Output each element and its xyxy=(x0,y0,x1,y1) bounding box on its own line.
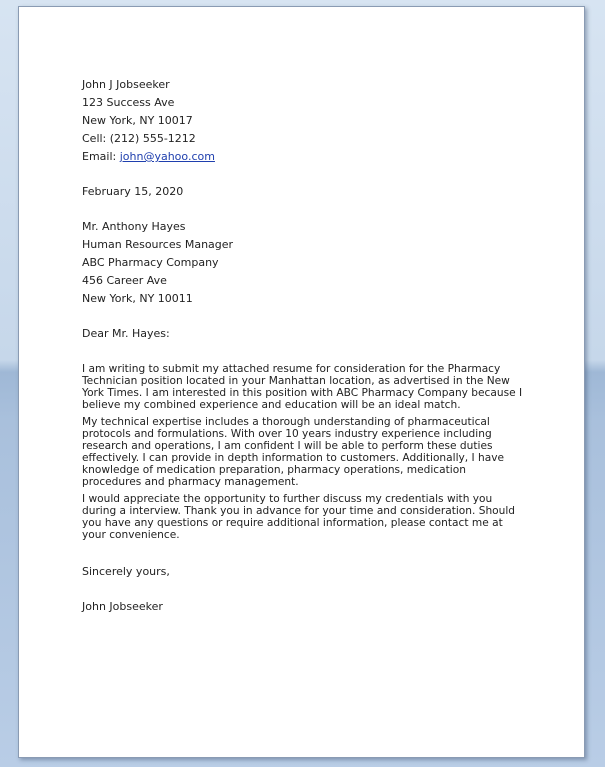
sender-street: 123 Success Ave xyxy=(82,96,175,109)
paragraph-closing: I would appreciate the opportunity to further discuss my credentials with you during a interview. Thank you in advance for your time and consideration. Should you have any questions or require additional information, please contact me at your convenience. xyxy=(82,493,516,541)
closing: Sincerely yours, xyxy=(82,565,170,578)
email-link[interactable]: john@yahoo.com xyxy=(119,150,215,163)
sender-email-line xyxy=(82,148,526,166)
letter-date: February 15, 2020 xyxy=(82,185,184,198)
salutation: Dear Mr. Hayes: xyxy=(82,327,170,340)
spacer xyxy=(82,201,526,218)
sender-cell: Cell: (212) 555-1212 xyxy=(82,132,196,145)
recipient-title: Human Resources Manager xyxy=(82,238,234,251)
recipient-name: Mr. Anthony Hayes xyxy=(82,220,186,233)
sender-name: John J Jobseeker xyxy=(82,78,170,91)
recipient-city: New York, NY 10011 xyxy=(82,292,193,305)
sender-city: New York, NY 10017 xyxy=(82,114,193,127)
recipient-company: ABC Pharmacy Company xyxy=(82,256,219,269)
paragraph-intro: I am writing to submit my attached resume for consideration for the Pharmacy Technician position located in your Manhattan location, as advertised in the New York Times. I am interested in this position with ABC Pharmacy Company because I believe my combined experience and education will be an ideal match. xyxy=(82,363,523,411)
paragraph-expertise: My technical expertise includes a thorough understanding of pharmaceutical protocols and formulations. With over 10 years industry experience including research and operations, I am confident I will be able to perform these duties effectively. I can provide in depth information to customers. Additionally, I have knowledge of medication preparation, pharmacy operations, medication procedures and pharmacy management. xyxy=(82,416,505,488)
spacer xyxy=(82,166,526,183)
spacer xyxy=(82,541,526,563)
signature-name: John Jobseeker xyxy=(82,600,163,613)
spacer xyxy=(82,343,526,363)
email-label: Email: xyxy=(82,150,120,163)
spacer xyxy=(82,308,526,325)
spacer xyxy=(82,581,526,598)
recipient-street: 456 Career Ave xyxy=(82,274,167,287)
document-page xyxy=(18,6,585,758)
letter-body xyxy=(82,76,526,616)
